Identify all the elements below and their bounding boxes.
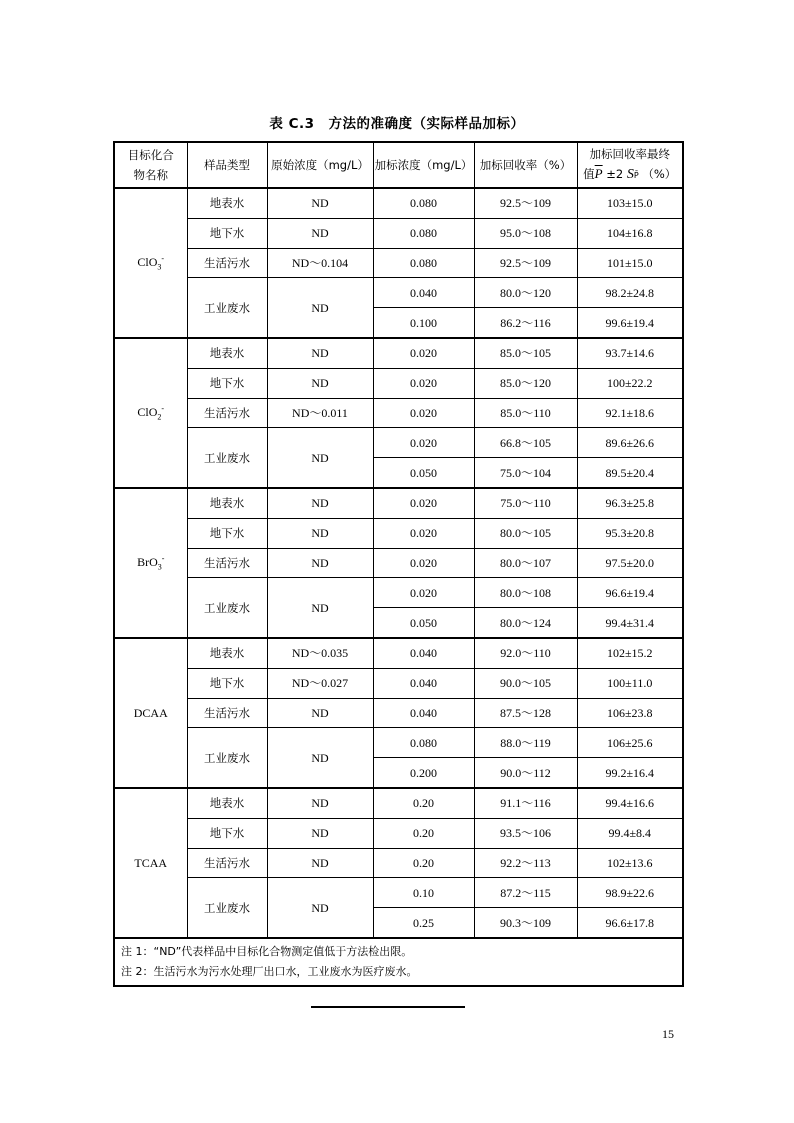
- original-conc-cell: ND: [267, 518, 373, 548]
- final-recovery-cell: 96.6±19.4: [577, 578, 683, 608]
- original-conc-cell: ND: [267, 848, 373, 878]
- page-number: 15: [662, 1027, 674, 1041]
- final-recovery-cell: 89.5±20.4: [577, 458, 683, 488]
- final-recovery-cell: 106±25.6: [577, 728, 683, 758]
- spike-conc-cell: 0.080: [373, 218, 474, 248]
- original-conc-cell: ND: [267, 188, 373, 218]
- table-row: [114, 788, 683, 818]
- spike-conc-cell: 0.10: [373, 878, 474, 908]
- recovery-range-cell: 80.0～105: [474, 518, 577, 548]
- final-recovery-cell: 89.6±26.6: [577, 428, 683, 458]
- final-recovery-cell: 103±15.0: [577, 188, 683, 218]
- compound-cell: TCAA: [114, 788, 187, 938]
- compound-cell: DCAA: [114, 638, 187, 788]
- spike-conc-cell: 0.20: [373, 848, 474, 878]
- spike-conc-cell: 0.200: [373, 758, 474, 788]
- header-final-line2: [578, 164, 683, 186]
- final-recovery-cell: 99.4±16.6: [577, 788, 683, 818]
- original-conc-cell: ND: [267, 878, 373, 938]
- table-row: [114, 278, 683, 308]
- recovery-range-cell: 88.0～119: [474, 728, 577, 758]
- spike-conc-cell: 0.20: [373, 788, 474, 818]
- recovery-range-cell: 85.0～110: [474, 398, 577, 428]
- spike-conc-cell: 0.020: [373, 518, 474, 548]
- original-conc-cell: ND: [267, 578, 373, 638]
- final-recovery-cell: 99.4±8.4: [577, 818, 683, 848]
- recovery-range-cell: 80.0～124: [474, 608, 577, 638]
- final-recovery-cell: 98.9±22.6: [577, 878, 683, 908]
- spike-conc-cell: 0.020: [373, 548, 474, 578]
- sample-type-cell: 生活污水: [187, 698, 267, 728]
- recovery-range-cell: 86.2～116: [474, 308, 577, 338]
- compound-subscript: 3: [157, 262, 162, 272]
- recovery-range-cell: 90.3～109: [474, 908, 577, 938]
- notes-cell: [114, 938, 683, 986]
- table-row: [114, 548, 683, 578]
- table-row: [114, 668, 683, 698]
- final-recovery-cell: 102±13.6: [577, 848, 683, 878]
- table-header-row: [114, 142, 683, 188]
- header-final-s: S: [626, 167, 634, 182]
- compound-cell: [114, 488, 187, 638]
- spike-conc-cell: 0.020: [373, 578, 474, 608]
- spike-conc-cell: 0.020: [373, 398, 474, 428]
- original-conc-cell: ND: [267, 338, 373, 368]
- sample-type-cell: 地下水: [187, 518, 267, 548]
- recovery-range-cell: 87.5～128: [474, 698, 577, 728]
- final-recovery-cell: 99.6±19.4: [577, 308, 683, 338]
- recovery-range-cell: 85.0～105: [474, 338, 577, 368]
- sample-type-cell: 生活污水: [187, 248, 267, 278]
- recovery-range-cell: 85.0～120: [474, 368, 577, 398]
- table-row: [114, 338, 683, 368]
- compound-charge: -: [161, 553, 165, 563]
- spike-conc-cell: 0.080: [373, 188, 474, 218]
- final-recovery-cell: 96.6±17.8: [577, 908, 683, 938]
- spike-conc-cell: 0.25: [373, 908, 474, 938]
- table-row: [114, 518, 683, 548]
- recovery-range-cell: 92.5～109: [474, 188, 577, 218]
- spike-conc-cell: 0.020: [373, 488, 474, 518]
- header-compound: 目标化合物名称: [114, 142, 187, 188]
- compound-cell: [114, 188, 187, 338]
- spike-conc-cell: 0.020: [373, 338, 474, 368]
- final-recovery-cell: 95.3±20.8: [577, 518, 683, 548]
- original-conc-cell: ND: [267, 368, 373, 398]
- original-conc-cell: ND: [267, 698, 373, 728]
- final-recovery-cell: 93.7±14.6: [577, 338, 683, 368]
- spike-conc-cell: 0.050: [373, 458, 474, 488]
- compound-name: ClO: [137, 254, 158, 269]
- header-recovery: 加标回收率（%）: [474, 142, 577, 188]
- sample-type-cell: 工业废水: [187, 878, 267, 938]
- original-conc-cell: ND～0.027: [267, 668, 373, 698]
- table-row: [114, 578, 683, 608]
- final-recovery-cell: 99.4±31.4: [577, 608, 683, 638]
- recovery-range-cell: 92.5～109: [474, 248, 577, 278]
- spike-conc-cell: 0.040: [373, 698, 474, 728]
- original-conc-cell: ND～0.104: [267, 248, 373, 278]
- original-conc-cell: ND～0.035: [267, 638, 373, 668]
- sample-type-cell: 地表水: [187, 338, 267, 368]
- original-conc-cell: ND: [267, 728, 373, 788]
- spike-conc-cell: 0.040: [373, 278, 474, 308]
- original-conc-cell: ND: [267, 428, 373, 488]
- table-row: [114, 728, 683, 758]
- sample-type-cell: 地表水: [187, 788, 267, 818]
- final-recovery-cell: 101±15.0: [577, 248, 683, 278]
- table-row: [114, 638, 683, 668]
- sample-type-cell: 工业废水: [187, 428, 267, 488]
- final-recovery-cell: 99.2±16.4: [577, 758, 683, 788]
- header-final-prefix: 值: [583, 167, 595, 181]
- sample-type-cell: 地下水: [187, 668, 267, 698]
- footer-rule: [311, 1006, 465, 1008]
- spike-conc-cell: 0.020: [373, 368, 474, 398]
- sample-type-cell: 地表水: [187, 488, 267, 518]
- original-conc-cell: ND～0.011: [267, 398, 373, 428]
- sample-type-cell: 工业废水: [187, 578, 267, 638]
- table-row: [114, 248, 683, 278]
- spike-conc-cell: 0.20: [373, 818, 474, 848]
- header-sample-type: 样品类型: [187, 142, 267, 188]
- original-conc-cell: ND: [267, 788, 373, 818]
- final-recovery-cell: 102±15.2: [577, 638, 683, 668]
- final-recovery-cell: 98.2±24.8: [577, 278, 683, 308]
- notes-row: [114, 938, 683, 986]
- table-row: [114, 218, 683, 248]
- spike-conc-cell: 0.050: [373, 608, 474, 638]
- recovery-range-cell: 66.8～105: [474, 428, 577, 458]
- compound-name: BrO: [137, 554, 158, 569]
- table-row: [114, 368, 683, 398]
- header-original-conc: 原始浓度（mg/L）: [267, 142, 373, 188]
- compound-name: ClO: [137, 404, 158, 419]
- header-final-recovery: [577, 142, 683, 188]
- recovery-range-cell: 90.0～112: [474, 758, 577, 788]
- table-row: [114, 398, 683, 428]
- final-recovery-cell: 96.3±25.8: [577, 488, 683, 518]
- original-conc-cell: ND: [267, 488, 373, 518]
- table-body: [114, 188, 683, 938]
- spike-conc-cell: 0.080: [373, 248, 474, 278]
- final-recovery-cell: 106±23.8: [577, 698, 683, 728]
- compound-charge: -: [161, 403, 165, 413]
- sample-type-cell: 工业废水: [187, 278, 267, 338]
- spike-conc-cell: 0.100: [373, 308, 474, 338]
- sample-type-cell: 生活污水: [187, 548, 267, 578]
- recovery-range-cell: 80.0～120: [474, 278, 577, 308]
- recovery-range-cell: 75.0～104: [474, 458, 577, 488]
- final-recovery-cell: 97.5±20.0: [577, 548, 683, 578]
- sample-type-cell: 地下水: [187, 218, 267, 248]
- accuracy-table-wrapper: [113, 141, 682, 987]
- recovery-range-cell: 92.2～113: [474, 848, 577, 878]
- table-row: [114, 848, 683, 878]
- sample-type-cell: 地下水: [187, 368, 267, 398]
- final-recovery-cell: 100±11.0: [577, 668, 683, 698]
- sample-type-cell: 地表水: [187, 188, 267, 218]
- original-conc-cell: ND: [267, 218, 373, 248]
- table-row: [114, 698, 683, 728]
- table-title: 表 C.3 方法的准确度（实际样品加标）: [269, 116, 525, 132]
- recovery-range-cell: 80.0～107: [474, 548, 577, 578]
- header-final-unit: （%）: [642, 167, 677, 181]
- spike-conc-cell: 0.020: [373, 428, 474, 458]
- header-spike-conc: 加标浓度（mg/L）: [373, 142, 474, 188]
- recovery-range-cell: 75.0～110: [474, 488, 577, 518]
- spike-conc-cell: 0.040: [373, 668, 474, 698]
- table-row: [114, 428, 683, 458]
- header-final-sub: P̄: [633, 171, 639, 180]
- recovery-range-cell: 90.0～105: [474, 668, 577, 698]
- spike-conc-cell: 0.040: [373, 638, 474, 668]
- table-row: [114, 878, 683, 908]
- sample-type-cell: 工业废水: [187, 728, 267, 788]
- recovery-range-cell: 95.0～108: [474, 218, 577, 248]
- recovery-range-cell: 80.0～108: [474, 578, 577, 608]
- header-final-line1: 加标回收率最终: [589, 147, 670, 161]
- original-conc-cell: ND: [267, 548, 373, 578]
- original-conc-cell: ND: [267, 278, 373, 338]
- sample-type-cell: 地表水: [187, 638, 267, 668]
- note-2: 注 2：生活污水为污水处理厂出口水，工业废水为医疗废水。: [121, 964, 418, 978]
- table-row: [114, 188, 683, 218]
- recovery-range-cell: 92.0～110: [474, 638, 577, 668]
- sample-type-cell: 生活污水: [187, 398, 267, 428]
- table-row: [114, 818, 683, 848]
- sample-type-cell: 地下水: [187, 818, 267, 848]
- spike-conc-cell: 0.080: [373, 728, 474, 758]
- sample-type-cell: 生活污水: [187, 848, 267, 878]
- compound-cell: [114, 338, 187, 488]
- final-recovery-cell: 92.1±18.6: [577, 398, 683, 428]
- original-conc-cell: ND: [267, 818, 373, 848]
- recovery-range-cell: 87.2～115: [474, 878, 577, 908]
- compound-subscript: 2: [157, 412, 162, 422]
- table-row: [114, 488, 683, 518]
- recovery-range-cell: 93.5～106: [474, 818, 577, 848]
- header-final-p: $\overline{P}$: [594, 166, 603, 181]
- final-recovery-cell: 104±16.8: [577, 218, 683, 248]
- final-recovery-cell: 100±22.2: [577, 368, 683, 398]
- compound-subscript: 3: [157, 562, 162, 572]
- accuracy-table: [113, 141, 684, 987]
- recovery-range-cell: 91.1～116: [474, 788, 577, 818]
- header-final-pm: ±2: [602, 167, 627, 181]
- note-1: 注 1：“ND”代表样品中目标化合物测定值低于方法检出限。: [121, 944, 413, 958]
- compound-charge: -: [161, 253, 165, 263]
